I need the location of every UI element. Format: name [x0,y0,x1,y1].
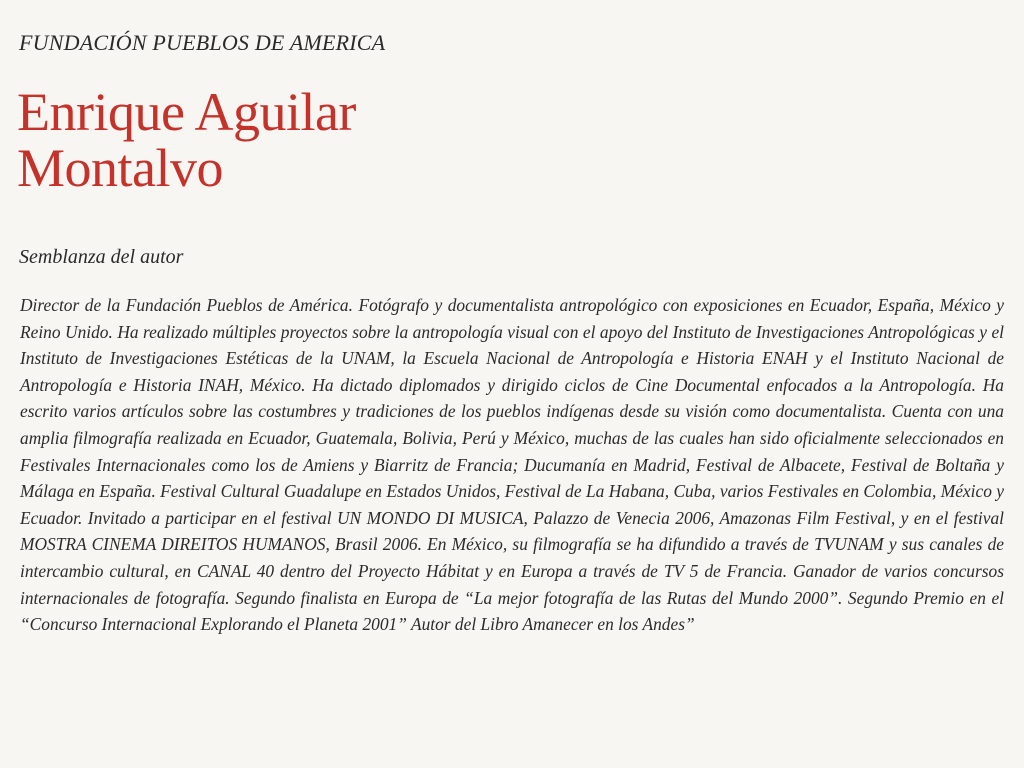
section-subtitle: Semblanza del autor [19,246,184,268]
title-line-2: Montalvo [17,138,223,198]
organization-kicker: FUNDACIÓN PUEBLOS DE AMERICA [19,30,386,55]
title-line-1: Enrique Aguilar [17,82,356,142]
biography-paragraph: Director de la Fundación Pueblos de América. Fotógrafo y documentalista antropológico con exposiciones en Ecuador, España, México y Reino Unido. Ha realizado múltiples proyectos sobre la antropología visual con el apoyo del Instituto de Investigaciones Antropológicas y el Instituto de Investigaciones Estéticas de la UNAM, la Escuela Nacional de Antropología e Historia ENAH y el Instituto Nacional de Antropología e Historia INAH, México. Ha dictado diplomados y dirigido ciclos de Cine Documental enfocados a la Antropología. Ha escrito varios artículos sobre las costumbres y tradiciones de los pueblos indígenas desde su visión como documentalista. Cuenta con una amplia filmografía realizada en Ecuador, Guatemala, Bolivia, Perú y México, muchas de las cuales han sido oficialmente seleccionados en Festivales Internacionales como los de Amiens y Biarritz de Francia; Ducumanía en Madrid, Festival de Albacete, Festival de Boltaña y Málaga en España. Festival Cultural Guadalupe en Estados Unidos, Festival de La Habana, Cuba, varios Festivales en Colombia, México y Ecuador. Invitado a participar en el festival UN MONDO DI MUSICA, Palazzo de Venecia 2006, Amazonas Film Festival, y en el festival MOSTRA CINEMA DIREITOS HUMANOS, Brasil 2006. En México, su filmografía se ha difundido a través de TVUNAM y sus canales de intercambio cultural, en CANAL 40 dentro del Proyecto Hábitat y en Europa a través de TV 5 de Francia. Ganador de varios concursos internacionales de fotografía. Segundo finalista en Europa de “La mejor fotografía de las Rutas del Mundo 2000”. Segundo Premio en el “Concurso Internacional Explorando el Planeta 2001” Autor del Libro Amanecer en los Andes” [20,295,1004,635]
author-name-title [17,84,356,196]
